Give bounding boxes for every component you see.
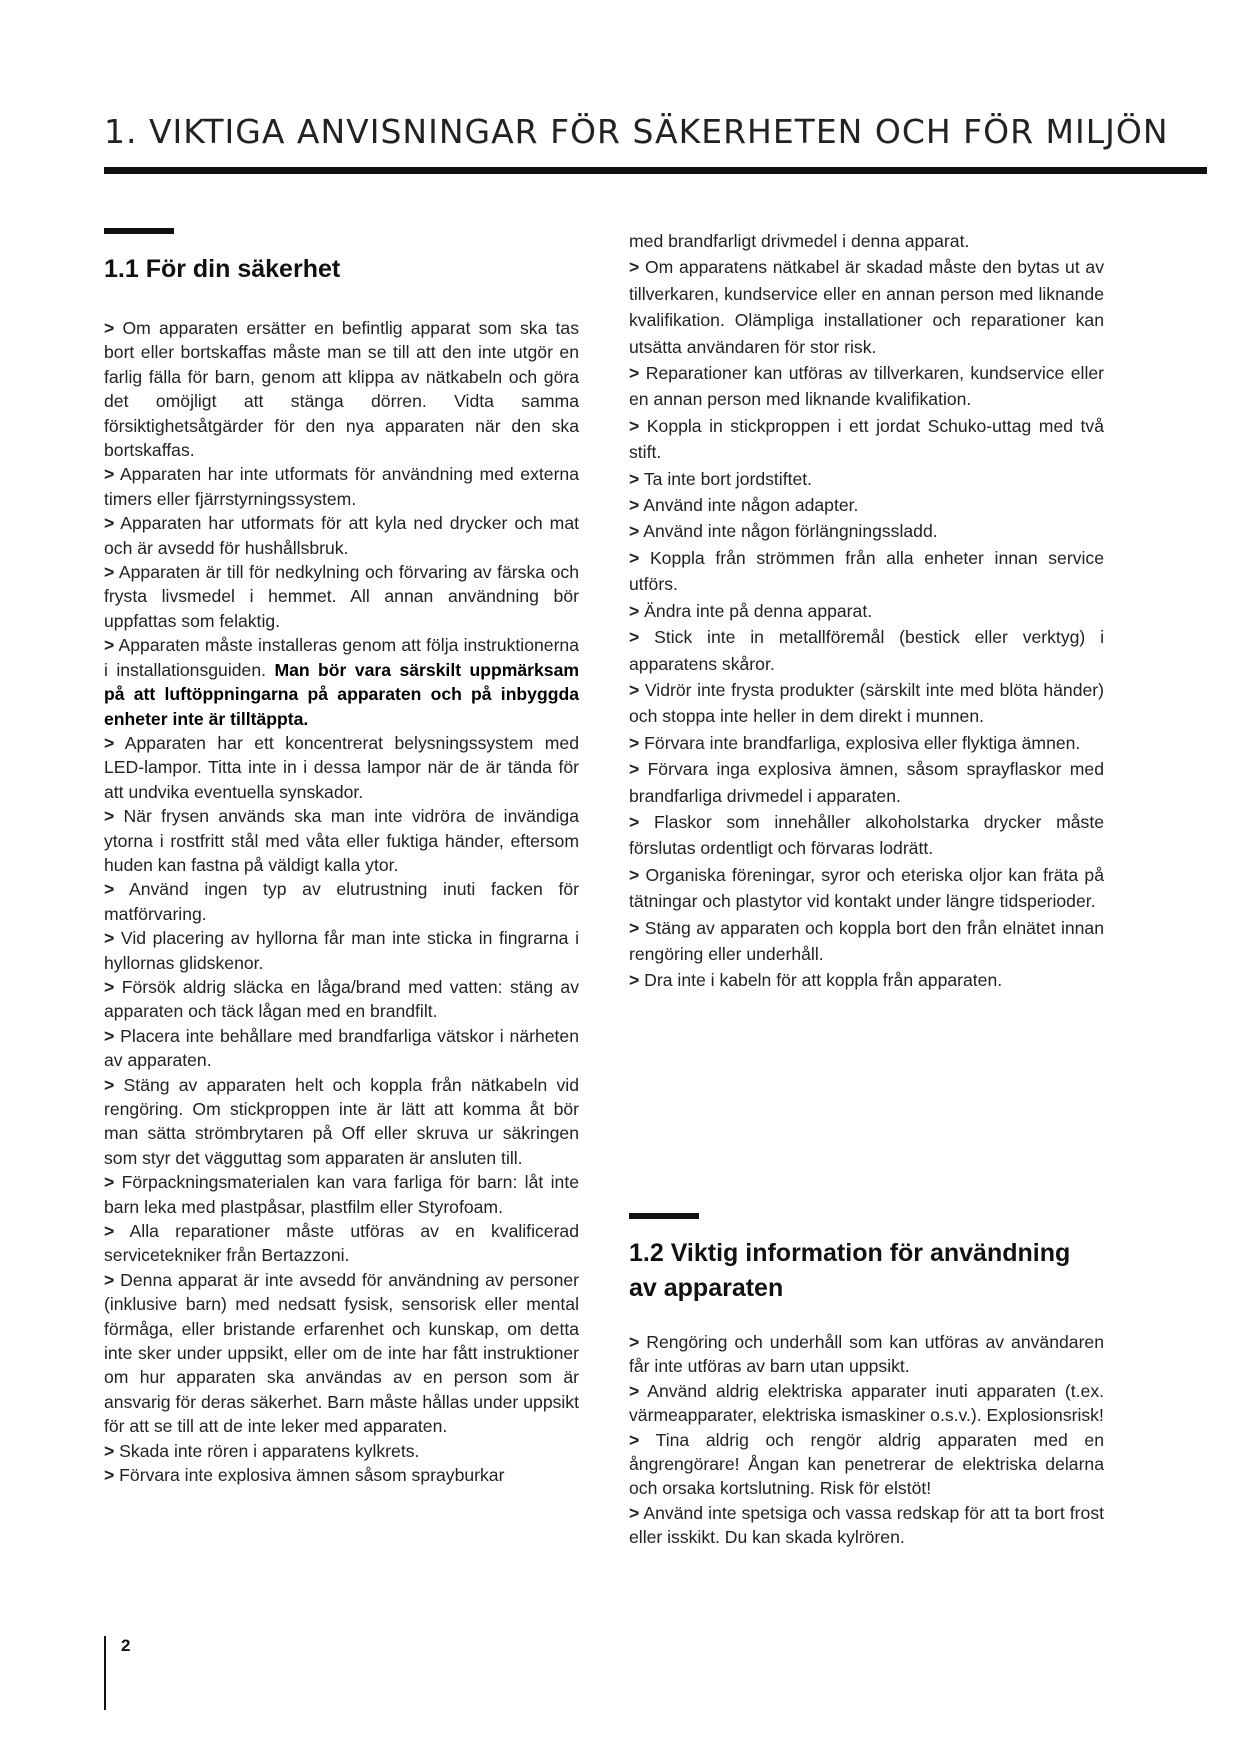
- left-column: [104, 228, 579, 1488]
- bullet-arrow-icon: >: [104, 1440, 115, 1461]
- bullet-arrow-icon: >: [104, 879, 115, 900]
- list-item: > Använd inte någon adapter.: [629, 495, 859, 516]
- bullet-arrow-icon: >: [104, 464, 115, 485]
- bullet-arrow-icon: >: [104, 1269, 115, 1290]
- section-1-2: [629, 1213, 1104, 1550]
- list-item: > Använd inte någon förlängningssladd.: [629, 521, 938, 542]
- bullet-arrow-icon: >: [629, 627, 640, 648]
- bullet-arrow-icon: >: [104, 976, 115, 997]
- bullet-arrow-icon: >: [104, 1221, 115, 1242]
- bullet-arrow-icon: >: [629, 864, 640, 885]
- bullet-arrow-icon: >: [629, 495, 640, 516]
- bullet-arrow-icon: >: [629, 521, 640, 542]
- title-rule: [104, 167, 1207, 174]
- bullet-arrow-icon: >: [104, 1025, 115, 1046]
- page-title: 1. VIKTIGA ANVISNINGAR FÖR SÄKERHETEN OCH FÖR MILJÖN: [104, 112, 1169, 151]
- list-item: > Apparaten har ett koncentrerat belysningssystem med LED-lampor. Titta inte in i dessa lampor när de är tända för att undvika eventuella synskador.: [104, 732, 579, 802]
- section-marker: [104, 228, 174, 234]
- list-item: > Skada inte rören i apparatens kylkrets.: [104, 1440, 420, 1461]
- section-marker: [629, 1213, 699, 1219]
- list-item: > Tina aldrig och rengör aldrig apparaten med en ångrengörare! Ångan kan penetrerar de elektriska delarna och orsaka kortslutning. Risk för elstöt!: [629, 1429, 1104, 1499]
- list-item: > Använd ingen typ av elutrustning inuti facken för matförvaring.: [104, 879, 580, 924]
- bullet-arrow-icon: >: [104, 1172, 115, 1193]
- bullet-arrow-icon: >: [104, 1074, 115, 1095]
- list-item: > Koppla från strömmen från alla enheter innan service utförs.: [629, 547, 1104, 595]
- bullet-arrow-icon: >: [104, 562, 115, 583]
- list-item: > Använd aldrig elektriska apparater inuti apparaten (t.ex. värmeapparater, elektriska ismaskiner o.s.v.). Explosionsrisk!: [629, 1380, 1104, 1426]
- list-item: > Dra inte i kabeln för att koppla från apparaten.: [629, 970, 1003, 991]
- list-item: > Flaskor som innehåller alkoholstarka drycker måste förslutas ordentligt och förvaras lodrätt.: [629, 811, 1105, 859]
- list-item: > Förvara inte brandfarliga, explosiva eller flyktiga ämnen.: [629, 732, 1081, 753]
- bullet-arrow-icon: >: [629, 468, 640, 489]
- bullet-arrow-icon: >: [104, 318, 115, 338]
- bullet-arrow-icon: >: [629, 970, 640, 991]
- bullet-arrow-icon: >: [104, 1465, 115, 1486]
- bullet-arrow-icon: >: [629, 811, 640, 832]
- usage-list: [629, 1330, 1104, 1550]
- list-item: > Ändra inte på denna apparat.: [629, 600, 873, 621]
- bullet-arrow-icon: >: [629, 917, 640, 938]
- list-item: > Förvara inga explosiva ämnen, såsom sprayflaskor med brandfarliga drivmedel i apparaten.: [629, 759, 1105, 806]
- bullet-arrow-icon: >: [629, 257, 640, 278]
- list-item: > Använd inte spetsiga och vassa redskap för att ta bort frost eller isskikt. Du kan skada kylrören.: [629, 1502, 1105, 1548]
- bullet-arrow-icon: >: [629, 732, 640, 753]
- list-item: > Denna apparat är inte avsedd för användning av personer (inklusive barn) med nedsatt fysisk, sensorisk eller mental förmåga, eller bristande erfarenhet och kunskap, om detta inte sker under uppsikt, eller om de inte har fått instruktioner om hur apparaten ska användas av en person som är ansvarig för deras säkerhet. Barn måste hållas under uppsikt för att se till att de inte leker med apparaten.: [104, 1269, 580, 1437]
- bullet-arrow-icon: >: [104, 928, 115, 949]
- list-item: > Försök aldrig släcka en låga/brand med vatten: stäng av apparaten och täck lågan med en brandfilt.: [104, 976, 580, 1022]
- list-item: > Apparaten har inte utformats för användning med externa timers eller fjärrstyrningssystem.: [104, 464, 579, 509]
- bullet-arrow-icon: >: [629, 415, 640, 436]
- page-number: 2: [121, 1636, 131, 1655]
- bullet-arrow-icon: >: [629, 679, 640, 700]
- list-item: > Stäng av apparaten och koppla bort den från elnätet innan rengöring eller underhåll.: [629, 917, 1104, 964]
- bullet-arrow-icon: >: [104, 635, 115, 656]
- bullet-arrow-icon: >: [629, 363, 640, 384]
- section-1-1-heading: 1.1 För din säkerhet: [104, 255, 341, 283]
- list-item: > Reparationer kan utföras av tillverkaren, kundservice eller en annan person med liknande kvalifikation.: [629, 363, 1105, 410]
- bullet-arrow-icon: >: [104, 806, 115, 827]
- list-item: > Vidrör inte frysta produkter (särskilt inte med blöta händer) och stoppa inte heller in dem direkt i munnen.: [629, 679, 1104, 727]
- list-item: > Vid placering av hyllorna får man inte sticka in fingrarna i hyllornas glidskenor.: [104, 928, 579, 973]
- list-item: > Förvara inte explosiva ämnen såsom sprayburkar: [104, 1465, 505, 1486]
- list-item: > När frysen används ska man inte vidröra de invändiga ytorna i rostfritt stål med våta eller fuktiga händer, eftersom huden kan fastna på väldigt kalla ytor.: [104, 806, 580, 875]
- list-item: > Stäng av apparaten helt och koppla från nätkabeln vid rengöring. Om stickproppen inte är lätt att komma åt bör man sätta strömbrytaren på Off eller skruva ur säkringen som styr det vägguttag som apparaten är ansluten till.: [104, 1074, 579, 1168]
- list-item: > Alla reparationer måste utföras av en kvalificerad servicetekniker från Bertazzoni.: [104, 1221, 579, 1266]
- bullet-arrow-icon: >: [629, 600, 640, 621]
- list-item: > Apparaten har utformats för att kyla ned drycker och mat och är avsedd för hushållsbruk.: [104, 513, 579, 558]
- list-item: > Apparaten måste installeras genom att följa instruktionerna i installationsguiden. Man bör vara särskilt uppmärksam på att luftöppningarna på apparaten och på inbyggda enheter inte är tilltäppta.: [104, 635, 580, 729]
- bullet-arrow-icon: >: [629, 759, 640, 780]
- safety-list-continued: [629, 254, 1104, 993]
- bullet-arrow-icon: >: [629, 1380, 640, 1401]
- bullet-arrow-icon: >: [629, 1332, 640, 1352]
- list-item: > Apparaten är till för nedkylning och förvaring av färska och frysta livsmedel i hemmet. All annan användning bör uppfattas som felaktig.: [104, 562, 579, 631]
- list-item: > Om apparaten ersätter en befintlig apparat som ska tas bort eller bortskaffas måste man se till att den inte utgör en farlig fälla för barn, genom att klippa av nätkabeln och göra det omöjligt att stänga dörren. Vidta samma försiktighetsåtgärder för den nya apparaten när den ska bortskaffas.: [104, 318, 579, 461]
- continuation-text: med brandfarligt drivmedel i denna apparat.: [629, 231, 970, 251]
- bold-warning: Man bör vara särskilt uppmärksam på att luftöppningarna på apparaten och på inbyggda enheter inte är tilltäppta.: [104, 659, 580, 729]
- page-number-bar: [104, 1636, 106, 1710]
- list-item: > Placera inte behållare med brandfarliga vätskor i närheten av apparaten.: [104, 1025, 579, 1071]
- list-item: > Om apparatens nätkabel är skadad måste den bytas ut av tillverkaren, kundservice eller en annan person med liknande kvalifikation. Olämpliga installationer och reparationer kan utsätta användaren för stor risk.: [629, 257, 1104, 357]
- list-item: > Koppla in stickproppen i ett jordat Schuko-uttag med två stift.: [629, 415, 1104, 463]
- bullet-arrow-icon: >: [629, 1429, 640, 1450]
- list-item: > Rengöring och underhåll som kan utföras av användaren får inte utföras av barn utan uppsikt.: [629, 1332, 1104, 1377]
- list-item: > Förpackningsmaterialen kan vara farliga för barn: låt inte barn leka med plastpåsar, plastfilm eller Styrofoam.: [104, 1172, 579, 1217]
- bullet-arrow-icon: >: [629, 547, 640, 568]
- list-item: > Ta inte bort jordstiftet.: [629, 468, 813, 489]
- list-item: > Stick inte in metallföremål (bestick eller verktyg) i apparatens skåror.: [629, 627, 1104, 674]
- section-1-2-heading: 1.2 Viktig information för användning av apparaten: [629, 1239, 1071, 1302]
- bullet-arrow-icon: >: [629, 1502, 640, 1523]
- bullet-arrow-icon: >: [104, 732, 115, 753]
- bullet-arrow-icon: >: [104, 513, 115, 534]
- right-column: [629, 228, 1104, 994]
- list-item: > Organiska föreningar, syror och eteriska oljor kan fräta på tätningar och plastytor vid kontakt under längre tidsperioder.: [629, 864, 1104, 912]
- safety-list: [104, 316, 579, 1488]
